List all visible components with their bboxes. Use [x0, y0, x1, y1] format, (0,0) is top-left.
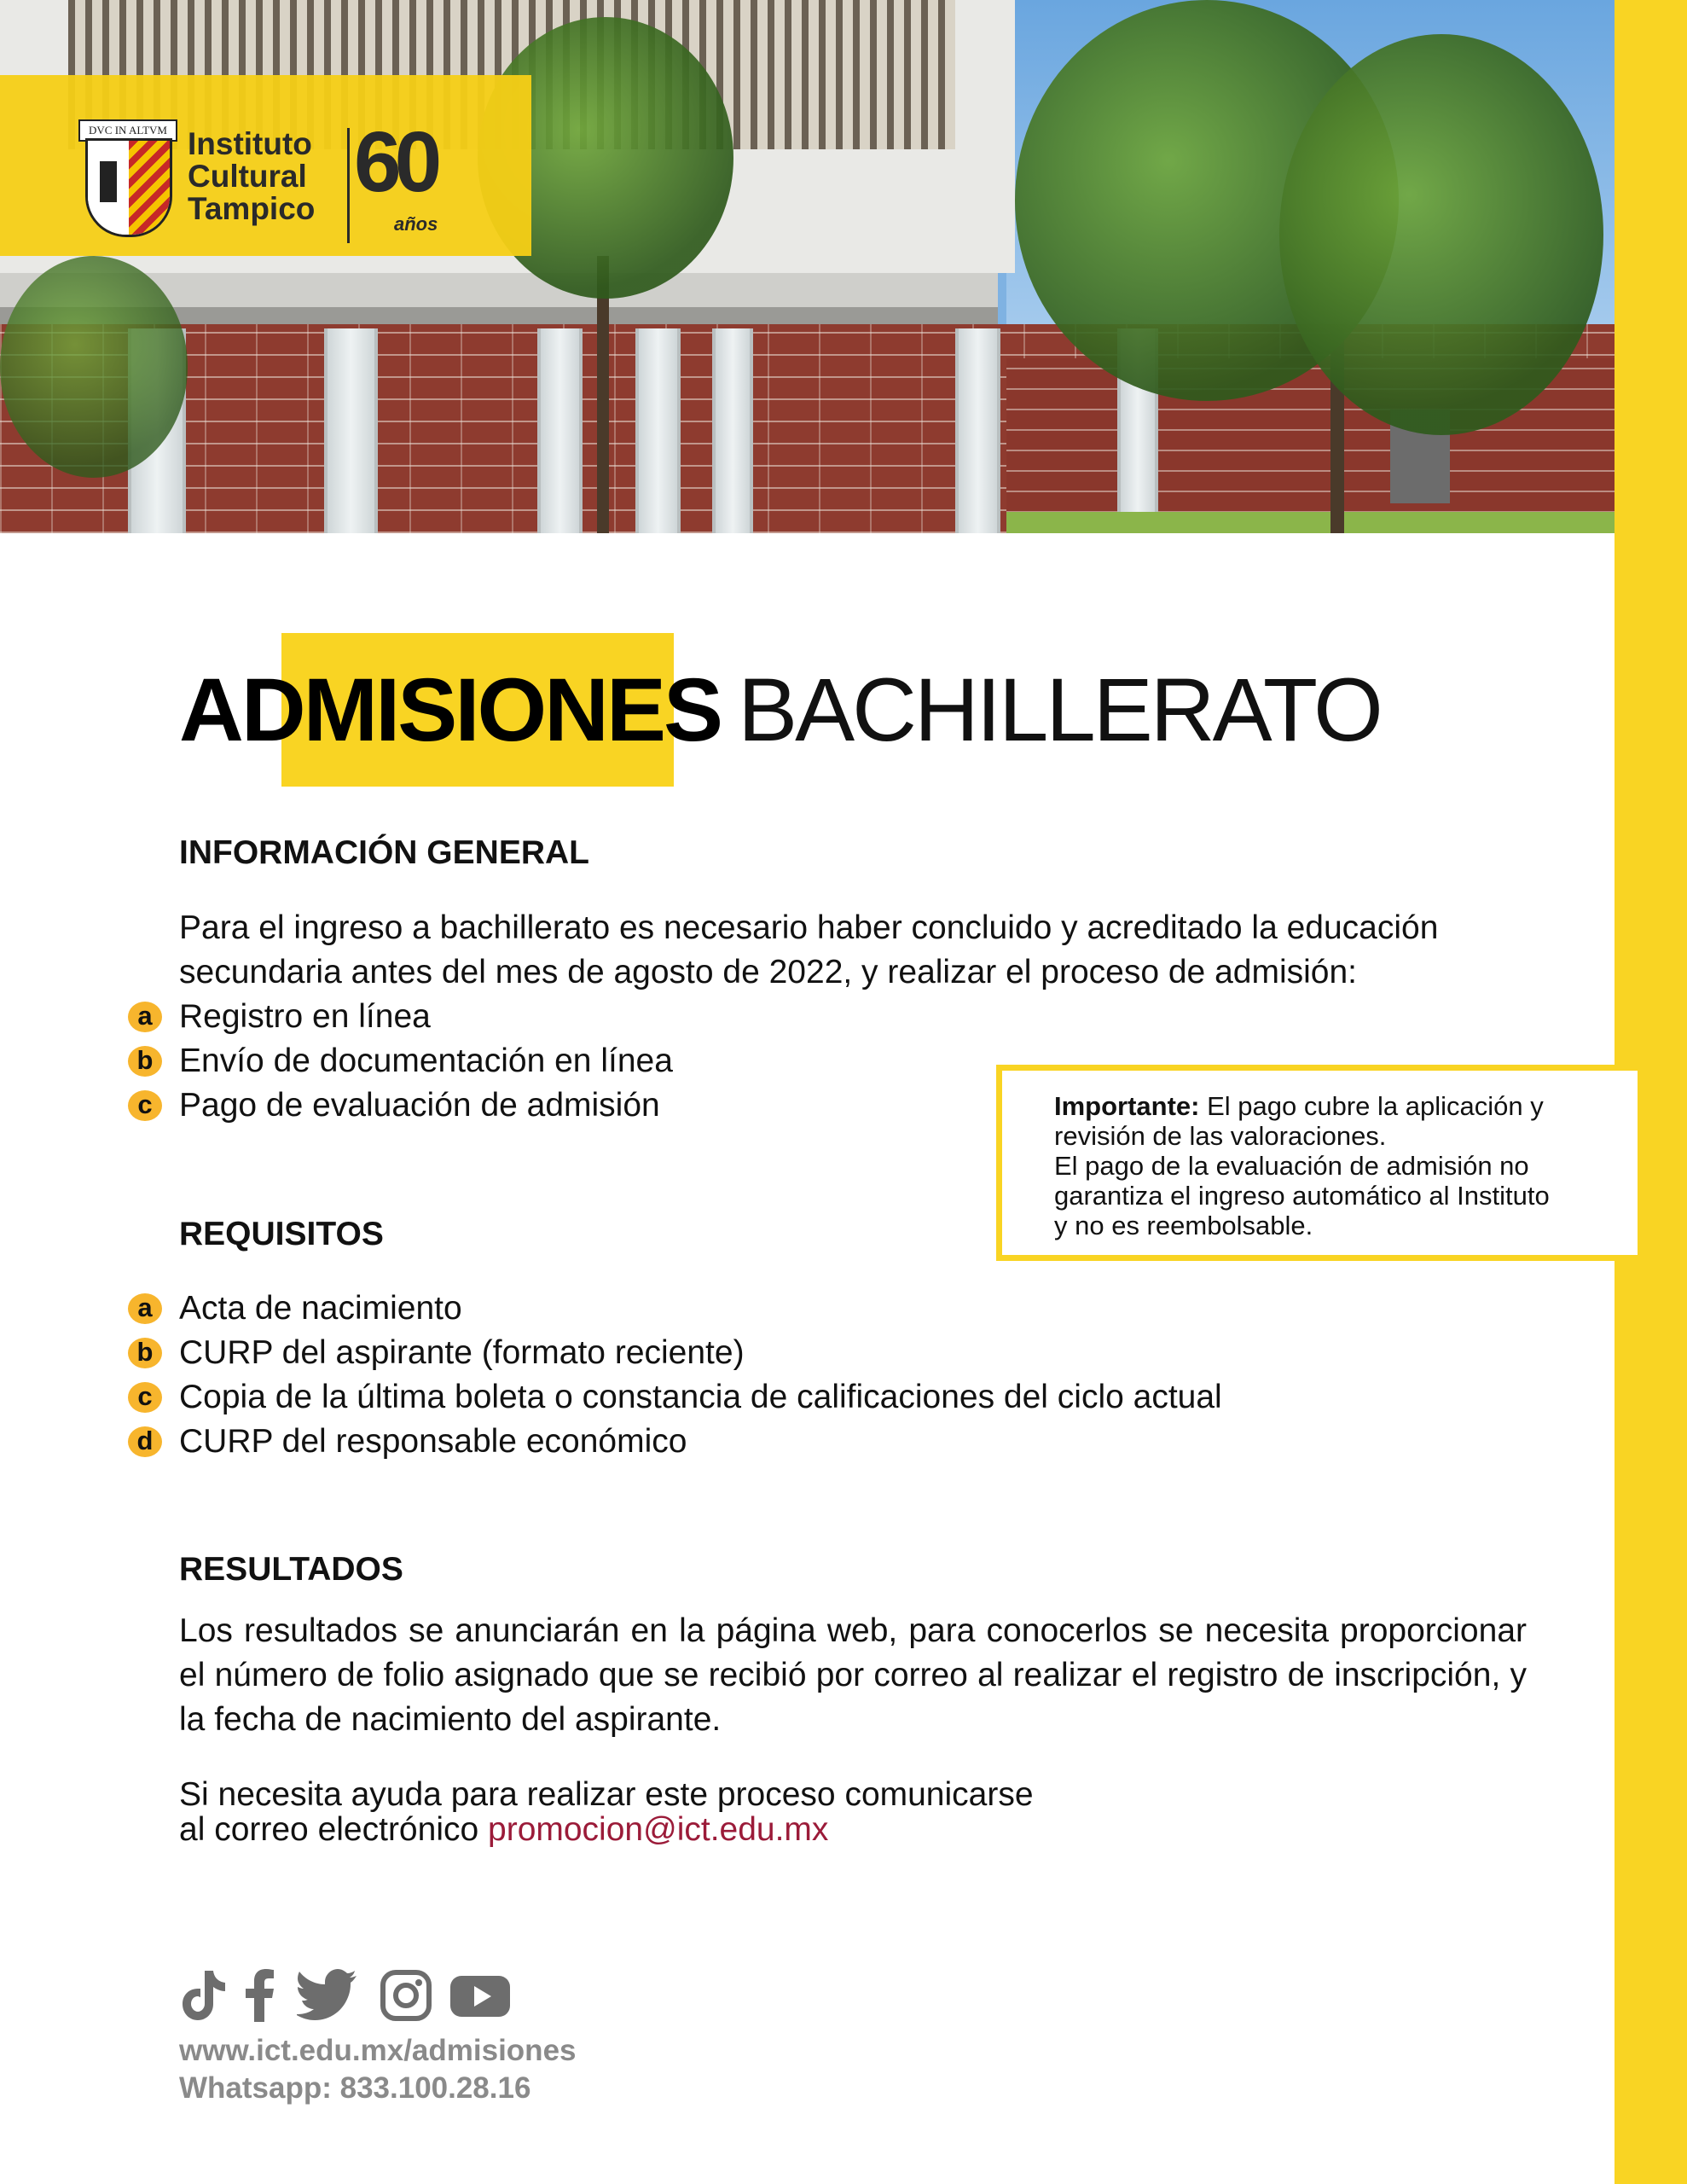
- ground: [1006, 512, 1615, 533]
- tree: [0, 256, 188, 478]
- window: [324, 328, 378, 533]
- letter-badge: c: [128, 1090, 162, 1121]
- general-info-intro-line2: secundaria antes del mes de agosto de 2022, y realizar el proceso de admisión:: [179, 954, 1357, 990]
- email-link[interactable]: promocion@ict.edu.mx: [488, 1811, 829, 1848]
- general-info-heading: INFORMACIÓN GENERAL: [179, 834, 589, 871]
- results-heading: RESULTADOS: [179, 1551, 403, 1588]
- tiktok-icon[interactable]: [179, 1969, 225, 2022]
- institute-name: Instituto Cultural Tampico: [188, 126, 316, 226]
- instagram-icon[interactable]: [380, 1969, 432, 2022]
- letter-badge: b: [128, 1046, 162, 1077]
- window: [712, 328, 753, 533]
- website-link[interactable]: www.ict.edu.mx/admisiones: [179, 2034, 577, 2067]
- tree: [1279, 34, 1603, 435]
- crest-stripes: [129, 141, 170, 235]
- general-info-intro-line1: Para el ingreso a bachillerato es necesario haber concluido y acreditado la educación: [179, 909, 1439, 946]
- letter-badge: a: [128, 1002, 162, 1032]
- page-title: ADMISIONES BACHILLERATO: [179, 660, 1381, 760]
- list-item: d CURP del responsable económico: [128, 1420, 1222, 1464]
- requirements-list: [128, 1287, 1222, 1464]
- crest-tower: [100, 161, 117, 202]
- list-item: c Pago de evaluación de admisión: [128, 1083, 673, 1128]
- letter-badge: a: [128, 1293, 162, 1324]
- letter-badge: c: [128, 1382, 162, 1413]
- twitter-icon[interactable]: [297, 1969, 357, 2022]
- letter-badge: b: [128, 1338, 162, 1368]
- logo-divider: [347, 128, 350, 243]
- window: [635, 328, 681, 533]
- list-item: c Copia de la última boleta o constancia de calificaciones del ciclo actual: [128, 1375, 1222, 1420]
- youtube-icon[interactable]: [450, 1969, 510, 2022]
- results-text: Los resultados se anunciarán en la página web, para conocerlos se necesita proporcionar el número de folio asignado que se recibió por correo al realizar el registro de inscripción, y la fecha de nacimiento del aspirante.: [179, 1612, 1527, 1738]
- anniversary-word: años: [394, 213, 438, 235]
- important-note-box: Importante: El pago cubre la aplicación y revisión de las valoraciones. El pago de la evaluación de admisión no garantiza el ingreso automático al Instituto y no es reembolsable.: [996, 1065, 1644, 1261]
- crest-ribbon: DVC IN ALTVM: [78, 119, 177, 142]
- facebook-icon[interactable]: [246, 1969, 275, 2022]
- list-item: a Acta de nacimiento: [128, 1287, 1222, 1331]
- requirements-heading: REQUISITOS: [179, 1216, 384, 1252]
- list-item: b CURP del aspirante (formato reciente): [128, 1331, 1222, 1375]
- list-item: b Envío de documentación en línea: [128, 1039, 673, 1083]
- admission-steps-list: [128, 995, 673, 1128]
- anniversary-number: 60: [354, 114, 436, 210]
- help-line1: Si necesita ayuda para realizar este proceso comunicarse: [179, 1776, 1034, 1813]
- list-item: a Registro en línea: [128, 995, 673, 1039]
- window: [537, 328, 583, 533]
- crest-shield: [85, 138, 172, 237]
- window: [955, 328, 1000, 533]
- help-line2: al correo electrónico promocion@ict.edu.mx: [179, 1811, 829, 1848]
- whatsapp-contact: Whatsapp: 833.100.28.16: [179, 2071, 531, 2105]
- letter-badge: d: [128, 1426, 162, 1457]
- important-label: Importante:: [1054, 1091, 1200, 1121]
